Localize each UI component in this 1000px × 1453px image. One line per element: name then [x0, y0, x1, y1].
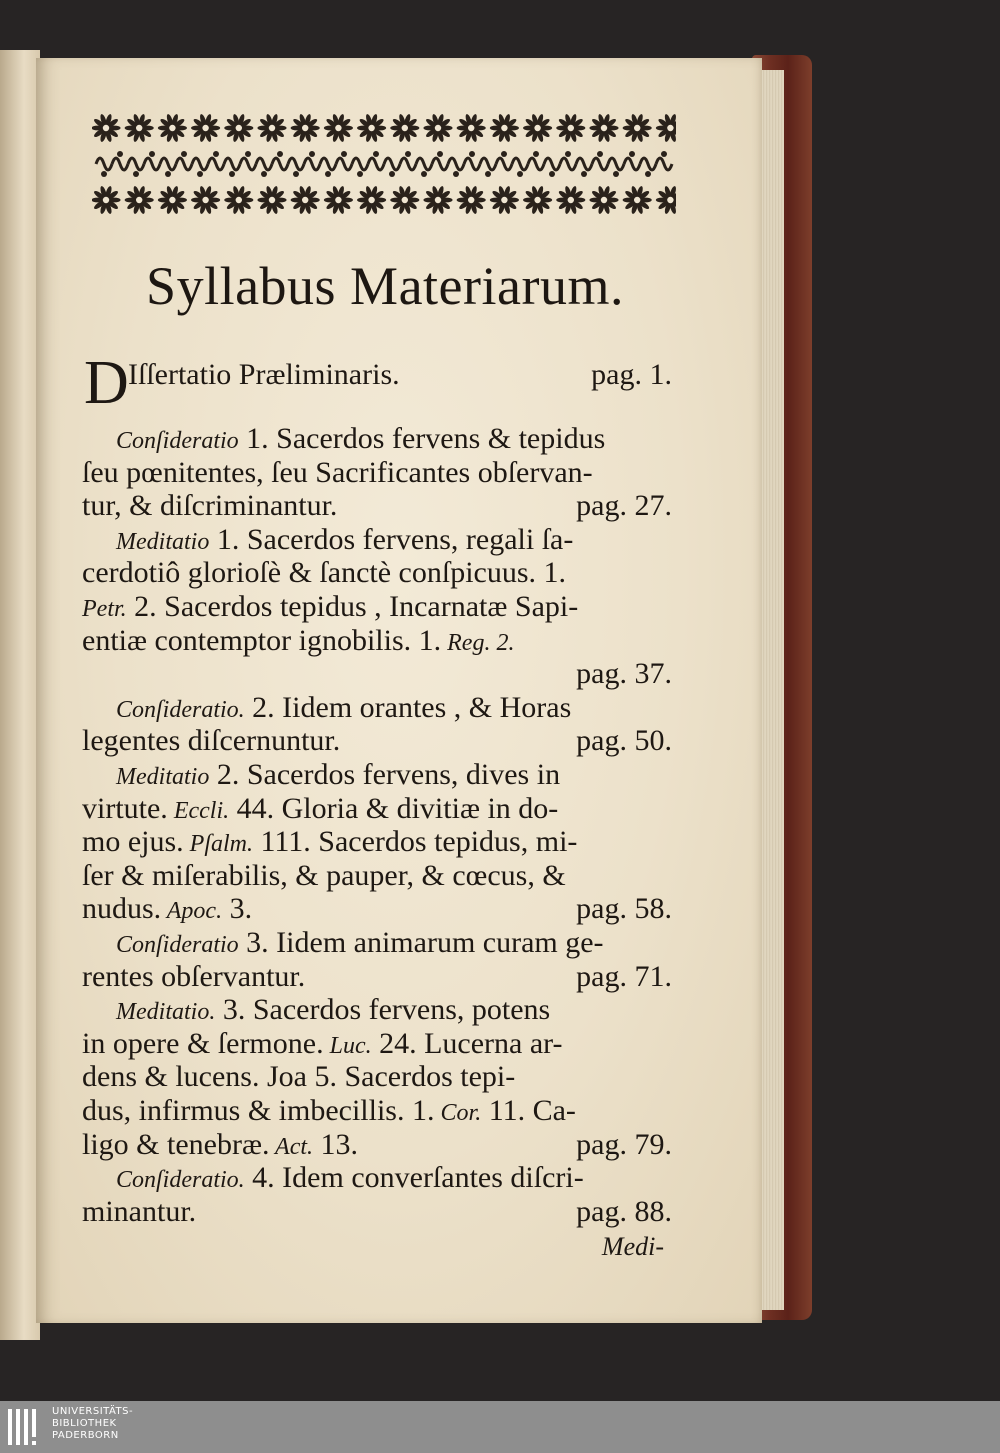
page-title: Syllabus Materiarum.: [146, 256, 624, 316]
entry-label: Meditatio.: [116, 999, 216, 1026]
page-ref: pag. 37.: [576, 657, 672, 691]
syllabus-line: [82, 892, 672, 928]
line-text: in opere & ſermone.: [82, 1026, 324, 1060]
line-text: cerdotiô glorioſè & ſanctè conſpicuus. 1.: [82, 556, 567, 590]
library-logo-text: [52, 1406, 133, 1442]
entry-label: Conſideratio.: [116, 1167, 245, 1194]
page-ref: pag. 1.: [591, 358, 672, 391]
syllabus-line: [82, 1060, 672, 1094]
line-text: ſer & miſerabilis, & pauper, & cœcus, &: [82, 858, 566, 892]
page-ref: pag. 58.: [576, 892, 672, 926]
syllabus-line: [82, 724, 672, 758]
line-text: 13.: [313, 1127, 359, 1161]
line-text: tur, & diſcriminantur.: [82, 489, 338, 523]
line-text: Iſſertatio Præliminaris.: [128, 358, 400, 391]
library-footer: [0, 1401, 1000, 1453]
citation: Eccli.: [167, 797, 230, 824]
line-text: 2. Sacerdos fervens, dives in: [209, 758, 561, 791]
syllabus-line: [82, 859, 672, 893]
logo-line-3: PADERBORN: [52, 1430, 119, 1441]
syllabus-line: [82, 1128, 672, 1164]
syllabus-line: [82, 1094, 672, 1130]
syllabus-line: [128, 358, 672, 392]
syllabus-line: [82, 825, 672, 861]
line-text: entiæ contemptor ignobilis. 1.: [82, 623, 442, 657]
line-text: 24. Lucerna ar-: [371, 1026, 563, 1060]
page-ref: pag. 27.: [576, 489, 672, 523]
entry-label: Conſideratio: [116, 428, 239, 454]
syllabus-line: [82, 1195, 672, 1229]
syllabus-line: [116, 993, 672, 1029]
syllabus-line: [82, 657, 672, 691]
syllabus-line: [82, 792, 672, 828]
catchword: Medi-: [601, 1232, 664, 1261]
page-ref: pag. 88.: [576, 1194, 672, 1228]
syllabus-line: [82, 489, 672, 523]
page-ref: pag. 50.: [576, 724, 672, 758]
entry-label: Conſideratio: [116, 932, 239, 958]
line-text: dens & lucens. Joa 5. Sacerdos tepi-: [82, 1060, 516, 1094]
syllabus-line: [82, 556, 672, 590]
logo-line-2: BIBLIOTHEK: [52, 1418, 117, 1429]
line-text: 3.: [222, 892, 253, 926]
citation: Act.: [269, 1133, 314, 1160]
line-text: legentes diſcernuntur.: [82, 724, 341, 758]
line-text: 44. Gloria & divitiæ in do-: [229, 791, 559, 825]
syllabus-line: [82, 590, 672, 626]
line-text: 1. Sacerdos fervens & tepidus: [238, 422, 606, 455]
entry-label: Conſideratio.: [116, 696, 245, 723]
syllabus-line: [82, 1027, 672, 1063]
citation: Luc.: [323, 1032, 372, 1059]
entry-label: Meditatio: [116, 764, 210, 790]
ornament-band: [92, 112, 676, 216]
syllabus-line: [116, 523, 672, 559]
citation: Cor.: [434, 1100, 482, 1126]
book-left-page-edge: [0, 50, 40, 1340]
line-text: 4. Idem converſantes diſcri-: [244, 1161, 584, 1195]
entry-label: Meditatio: [116, 528, 210, 555]
syllabus-line: [116, 926, 672, 962]
line-text: 2. Iidem orantes , & Horas: [244, 690, 572, 724]
citation: Pſalm.: [183, 831, 253, 858]
syllabus-line: [116, 758, 672, 794]
syllabus-line: [82, 960, 672, 994]
syllabus-line: [82, 624, 672, 660]
syllabus-line: [82, 456, 672, 490]
line-text: 1. Sacerdos fervens, regali ſa-: [209, 522, 574, 556]
logo-line-1: UNIVERSITÄTS-: [52, 1406, 134, 1417]
line-text: minantur.: [82, 1194, 197, 1228]
syllabus-line: [116, 1161, 672, 1197]
line-text: ſeu pœnitentes, ſeu Sacrificantes obſervan-: [82, 455, 593, 489]
line-text: 2. Sacerdos tepidus , Incarnatæ Sapi-: [126, 590, 579, 623]
drop-cap: D: [84, 349, 129, 417]
syllabus-line: [116, 691, 672, 727]
line-text: mo ejus.: [82, 825, 184, 859]
line-text: rentes obſervantur.: [82, 959, 306, 993]
page-ref: pag. 71.: [576, 959, 672, 993]
line-text: virtute.: [82, 791, 168, 825]
line-text: 11. Ca-: [481, 1094, 576, 1127]
line-text: 111. Sacerdos tepidus, mi-: [253, 825, 578, 859]
line-text: ligo & tenebræ.: [82, 1127, 270, 1161]
syllabus-line: [116, 422, 672, 458]
line-text: 3. Iidem animarum curam ge-: [238, 926, 604, 959]
library-logo-icon: [6, 1407, 46, 1447]
line-text: 3. Sacerdos fervens, potens: [215, 993, 551, 1027]
page-ref: pag. 79.: [576, 1127, 672, 1161]
citation: Reg. 2.: [441, 629, 515, 656]
citation: Apoc.: [161, 898, 223, 925]
entry-label: Petr.: [82, 596, 127, 622]
line-text: nudus.: [82, 892, 162, 926]
line-text: dus, infirmus & imbecillis. 1.: [82, 1094, 435, 1127]
